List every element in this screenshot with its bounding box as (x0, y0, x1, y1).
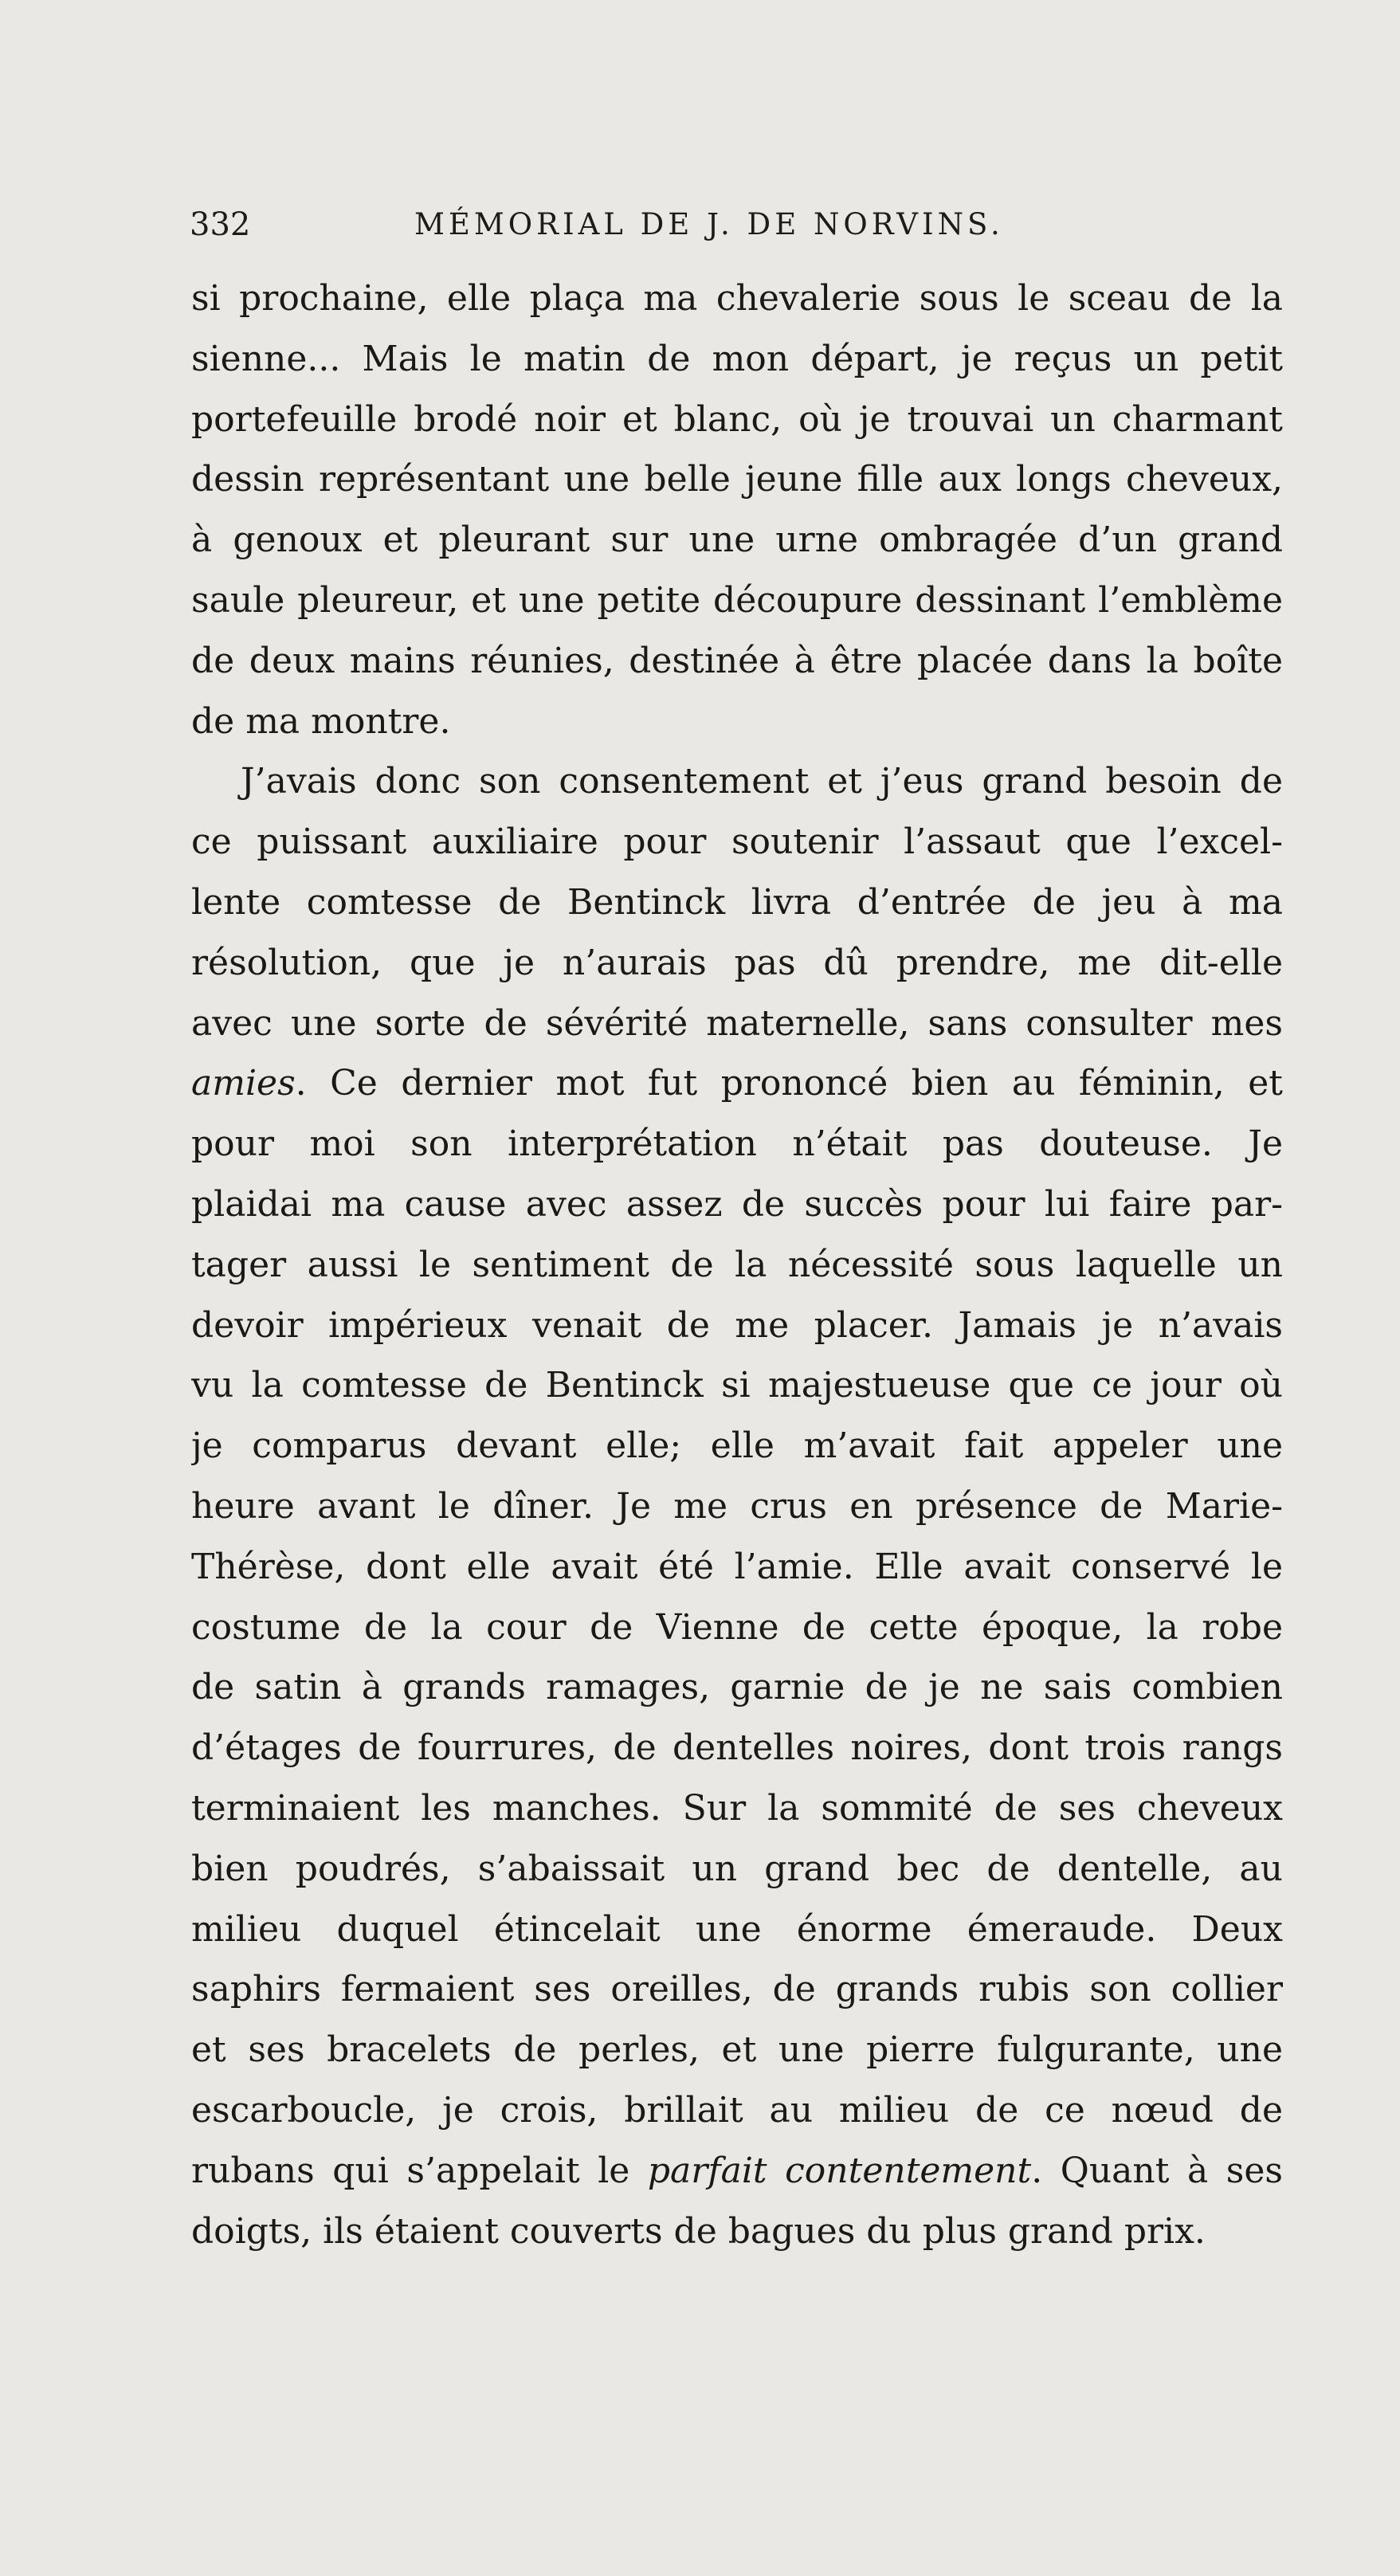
italic-word-amies: amies (191, 1063, 296, 1104)
text-line: ce puissant auxiliaire pour soutenir l’assaut que l’excel- (191, 821, 1283, 863)
running-head: MÉMORIAL DE J. DE NORVINS. (414, 207, 1004, 241)
text-segment: rubans qui s’appelait le (191, 2150, 648, 2191)
text-line: je comparus devant elle; elle m’avait fait appeler une (191, 1425, 1283, 1467)
paragraph-end-line: doigts, ils étaient couverts de bagues du plus grand prix. (191, 2210, 1206, 2252)
text-line: plaidai ma cause avec assez de succès pour lui faire par- (191, 1183, 1283, 1225)
text-segment: . Ce dernier mot fut prononcé bien au féminin, et (295, 1063, 1283, 1104)
page-number: 332 (190, 206, 251, 243)
text-segment: . Quant à ses (1031, 2150, 1283, 2191)
text-line: bien poudrés, s’abaissait un grand bec de dentelle, au (191, 1848, 1283, 1889)
text-line: et ses bracelets de perles, et une pierre fulgurante, une (191, 2029, 1283, 2071)
text-line: sienne... Mais le matin de mon départ, je reçus un petit (191, 338, 1283, 379)
text-line: terminaient les manches. Sur la sommité de ses cheveux (191, 1787, 1283, 1829)
page-header (190, 201, 1281, 249)
paragraph-end-line: de ma montre. (191, 700, 451, 742)
text-line: Thérèse, dont elle avait été l’amie. Elle avait conservé le (191, 1546, 1283, 1587)
text-line: tager aussi le sentiment de la nécessité sous laquelle un (191, 1244, 1283, 1285)
text-line: avec une sorte de sévérité maternelle, sans consulter mes (191, 1002, 1283, 1044)
text-line: si prochaine, elle plaça ma chevalerie sous le sceau de la (191, 278, 1283, 319)
text-line: escarboucle, je crois, brillait au milieu de ce nœud de (191, 2089, 1283, 2131)
text-line: costume de la cour de Vienne de cette époque, la robe (191, 1606, 1283, 1648)
italic-phrase: parfait contentement (647, 2150, 1032, 2191)
text-line: d’étages de fourrures, de dentelles noires, dont trois rangs (191, 1727, 1283, 1769)
text-line: à genoux et pleurant sur une urne ombragée d’un grand (191, 520, 1283, 561)
text-line: vu la comtesse de Bentinck si majestueuse que ce jour où (191, 1365, 1283, 1406)
body-text (191, 269, 1283, 2261)
text-line: lente comtesse de Bentinck livra d’entrée de jeu à ma (191, 881, 1283, 923)
text-line: heure avant le dîner. Je me crus en présence de Marie- (191, 1485, 1283, 1527)
text-line: résolution, que je n’aurais pas dû prendre, me dit-elle (191, 942, 1283, 983)
text-line: saule pleureur, et une petite découpure dessinant l’emblème (191, 579, 1283, 621)
text-line: saphirs fermaient ses oreilles, de grands rubis son collier (191, 1969, 1283, 2010)
text-line: portefeuille brodé noir et blanc, où je trouvai un charmant (191, 398, 1283, 440)
text-line: devoir impérieux venait de me placer. Jamais je n’avais (191, 1304, 1283, 1346)
text-line: milieu duquel étincelait une énorme émeraude. Deux (191, 1908, 1283, 1950)
text-line (191, 1053, 1283, 1114)
text-line: de deux mains réunies, destinée à être placée dans la boîte (191, 640, 1283, 681)
text-line: dessin représentant une belle jeune fille aux longs cheveux, (191, 459, 1283, 500)
text-line: pour moi son interprétation n’était pas douteuse. Je (191, 1123, 1283, 1165)
text-line (191, 2141, 1283, 2202)
text-line: de satin à grands ramages, garnie de je ne sais combien (191, 1667, 1283, 1708)
paragraph-start-line: J’avais donc son consentement et j’eus grand besoin de (241, 761, 1283, 802)
